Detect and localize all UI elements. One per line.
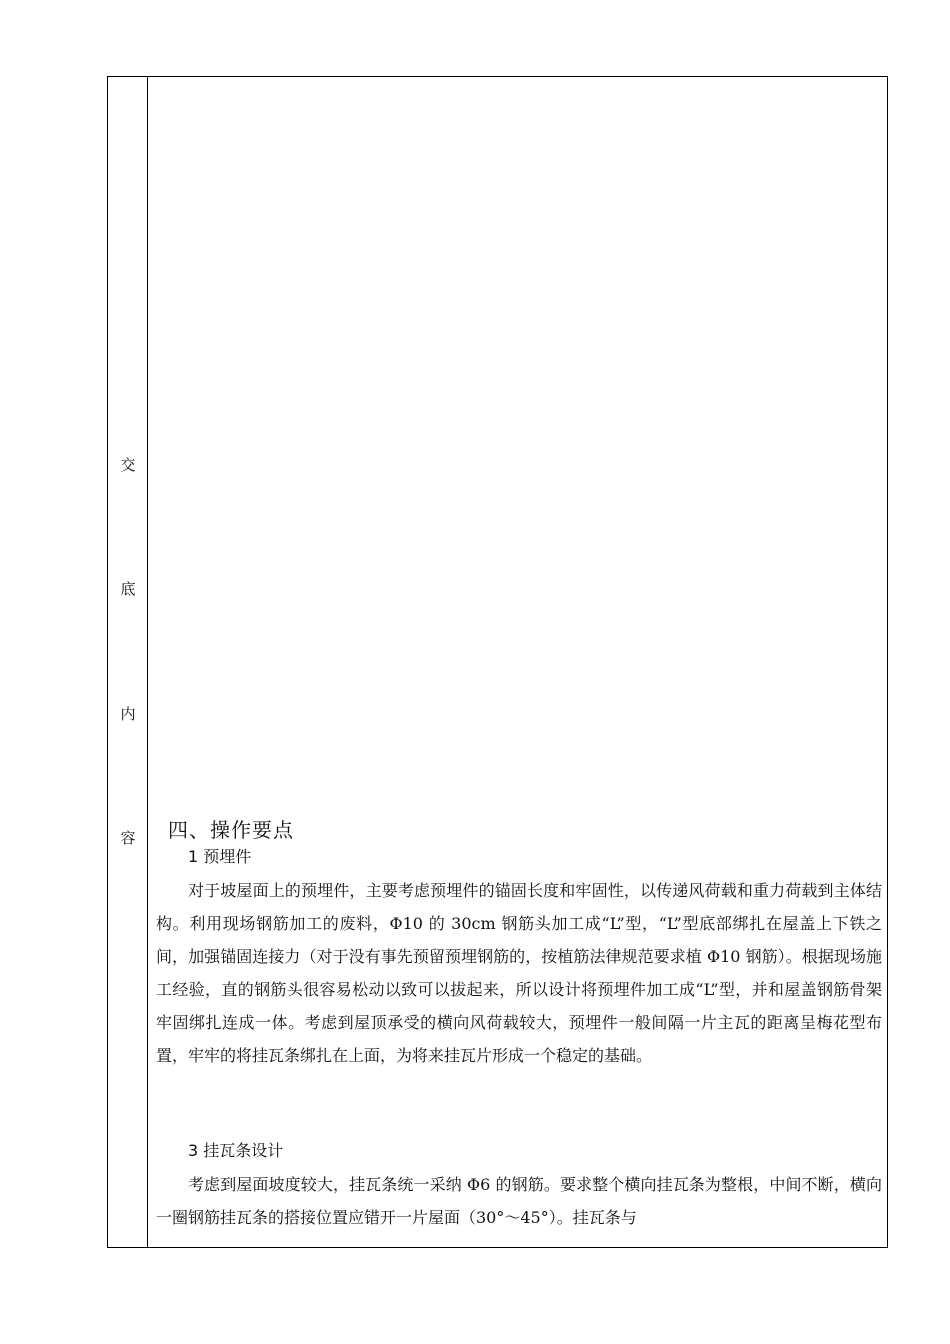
content-cell <box>148 77 887 1247</box>
subsection-heading-embedded-parts: 1 预埋件 <box>188 847 252 866</box>
handover-table <box>107 76 888 1248</box>
label-char-jiao: 交 <box>120 456 136 474</box>
paragraph-tile-batten-design: 考虑到屋面坡度较大，挂瓦条统一采纳 Φ6 的钢筋。要求整个横向挂瓦条为整根，中间不断，横向一圈钢筋挂瓦条的搭接位置应错开一片屋面（30°～45°）。挂瓦条与 <box>156 1175 882 1227</box>
label-char-rong: 容 <box>120 829 136 847</box>
label-char-di: 底 <box>120 580 136 598</box>
paragraph-embedded-parts: 对于坡屋面上的预埋件，主要考虑预埋件的锚固长度和牢固性，以传递风荷载和重力荷载到主体结构。利用现场钢筋加工的废料，Φ10 的 30cm 钢筋头加工成“L”型，“L”型底部绑扎在屋盖上下铁之间，加强锚固连接力（对于没有事先预留预埋钢筋的，按植筋法律规范要求植 Φ10 钢筋）。根据现场施工经验，直的钢筋头很容易松动以致可以拔起来，所以设计将预埋件加工成“L”型，并和屋盖钢筋骨架牢固绑扎连成一体。考虑到屋顶承受的横向风荷载较大，预埋件一般间隔一片主瓦的距离呈梅花型布置，牢牢的将挂瓦条绑扎在上面，为将来挂瓦片形成一个稳定的基础。 <box>156 881 882 1065</box>
subsection-heading-tile-batten-design: 3 挂瓦条设计 <box>188 1141 284 1160</box>
section-title: 四、操作要点 <box>168 818 294 842</box>
handover-content-label-column <box>108 77 148 1247</box>
label-char-nei: 内 <box>120 705 136 723</box>
